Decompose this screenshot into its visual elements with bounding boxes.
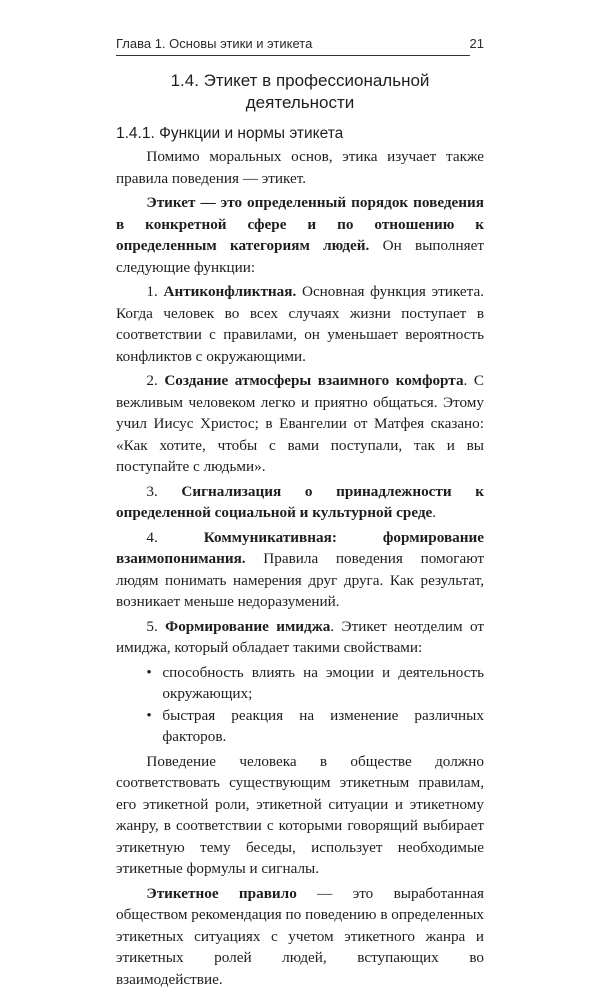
function-text: Основная функция этикета. Когда человек во всех случаях жизни поступает в соответствии с правилами, он уменьшает вероятность конфликтов с окружающими. [116, 283, 484, 365]
page-number: 21 [469, 36, 484, 51]
list-item-text: быстрая реакция на изменение различных факторов. [162, 706, 484, 745]
function-number: 5. [146, 617, 166, 635]
definition-paragraph [116, 192, 484, 278]
bullet-icon: • [146, 663, 152, 681]
section-title: 1.4. Этикет в профессиональной деятельности [170, 71, 430, 112]
definition-bold: Этикет — это определенный порядок поведения в конкретной сфере и по отношению к определенным категориям людей. [116, 194, 484, 254]
function-item-1 [116, 281, 484, 367]
function-item-3 [116, 481, 484, 524]
header-rule [116, 55, 470, 56]
function-number: 1. [146, 283, 164, 300]
rule-definition-bold: Этикетное правило [146, 884, 297, 902]
function-title: Формирование имиджа [165, 617, 331, 635]
rule-definition-paragraph [116, 883, 484, 991]
function-text: . С вежливым человеком легко и приятно общаться. Этому учил Иисус Христос; в Евангелии от Матфея сказано: «Как хотите, чтобы с вами поступали, так и вы поступайте с людьми». [116, 372, 485, 475]
bullet-icon: • [146, 706, 152, 724]
function-item-4 [116, 527, 484, 613]
list-item [146, 662, 484, 705]
function-number: 3. [146, 482, 182, 500]
definition-rest: Он выполняет следующие функции: [116, 237, 484, 276]
page-content [116, 70, 484, 993]
list-item-text: способность влиять на эмоции и деятельность окружающих; [162, 663, 484, 702]
function-item-5 [116, 616, 484, 659]
function-title: Антиконфликтная. [163, 283, 297, 300]
running-head [116, 36, 484, 56]
function-text: . [432, 504, 437, 521]
function-text: Правила поведения помогают людям понимать намерения друг друга. Как результат, возникает меньше недоразумений. [116, 550, 484, 610]
image-properties-list [116, 662, 484, 748]
intro-paragraph: Помимо моральных основ, этика изучает также правила поведения — этикет. [116, 148, 484, 187]
function-title: Коммуникативная: формирование взаимопонимания. [116, 528, 484, 567]
function-title: Создание атмосферы взаимного комфорта [164, 372, 464, 389]
function-title: Сигнализация о принадлежности к определенной социальной и культурной среде [116, 482, 485, 521]
list-item [146, 705, 484, 748]
function-number: 4. [146, 528, 204, 546]
function-text: . Этикет неотделим от имиджа, который обладает такими свойствами: [116, 617, 485, 656]
subsection-title: 1.4.1. Функции и нормы этикета [116, 125, 344, 142]
function-number: 2. [146, 372, 165, 389]
rule-definition-rest: — это выработанная обществом рекомендация по поведению в определенных этикетных ситуациях с учетом этикетного жанра и этикетных ролей людей, вступающих во взаимодействие. [116, 884, 484, 988]
behavior-paragraph: Поведение человека в обществе должно соответствовать существующим этикетным правилам, его этикетной роли, этикетной ситуации и этикетному жанру, в соответствии с которыми говорящий выбирает этикетную тему беседы, использует необходимые этикетные формулы и сигналы. [116, 752, 484, 877]
function-item-2 [116, 370, 484, 478]
chapter-title: Глава 1. Основы этики и этикета [116, 36, 313, 51]
